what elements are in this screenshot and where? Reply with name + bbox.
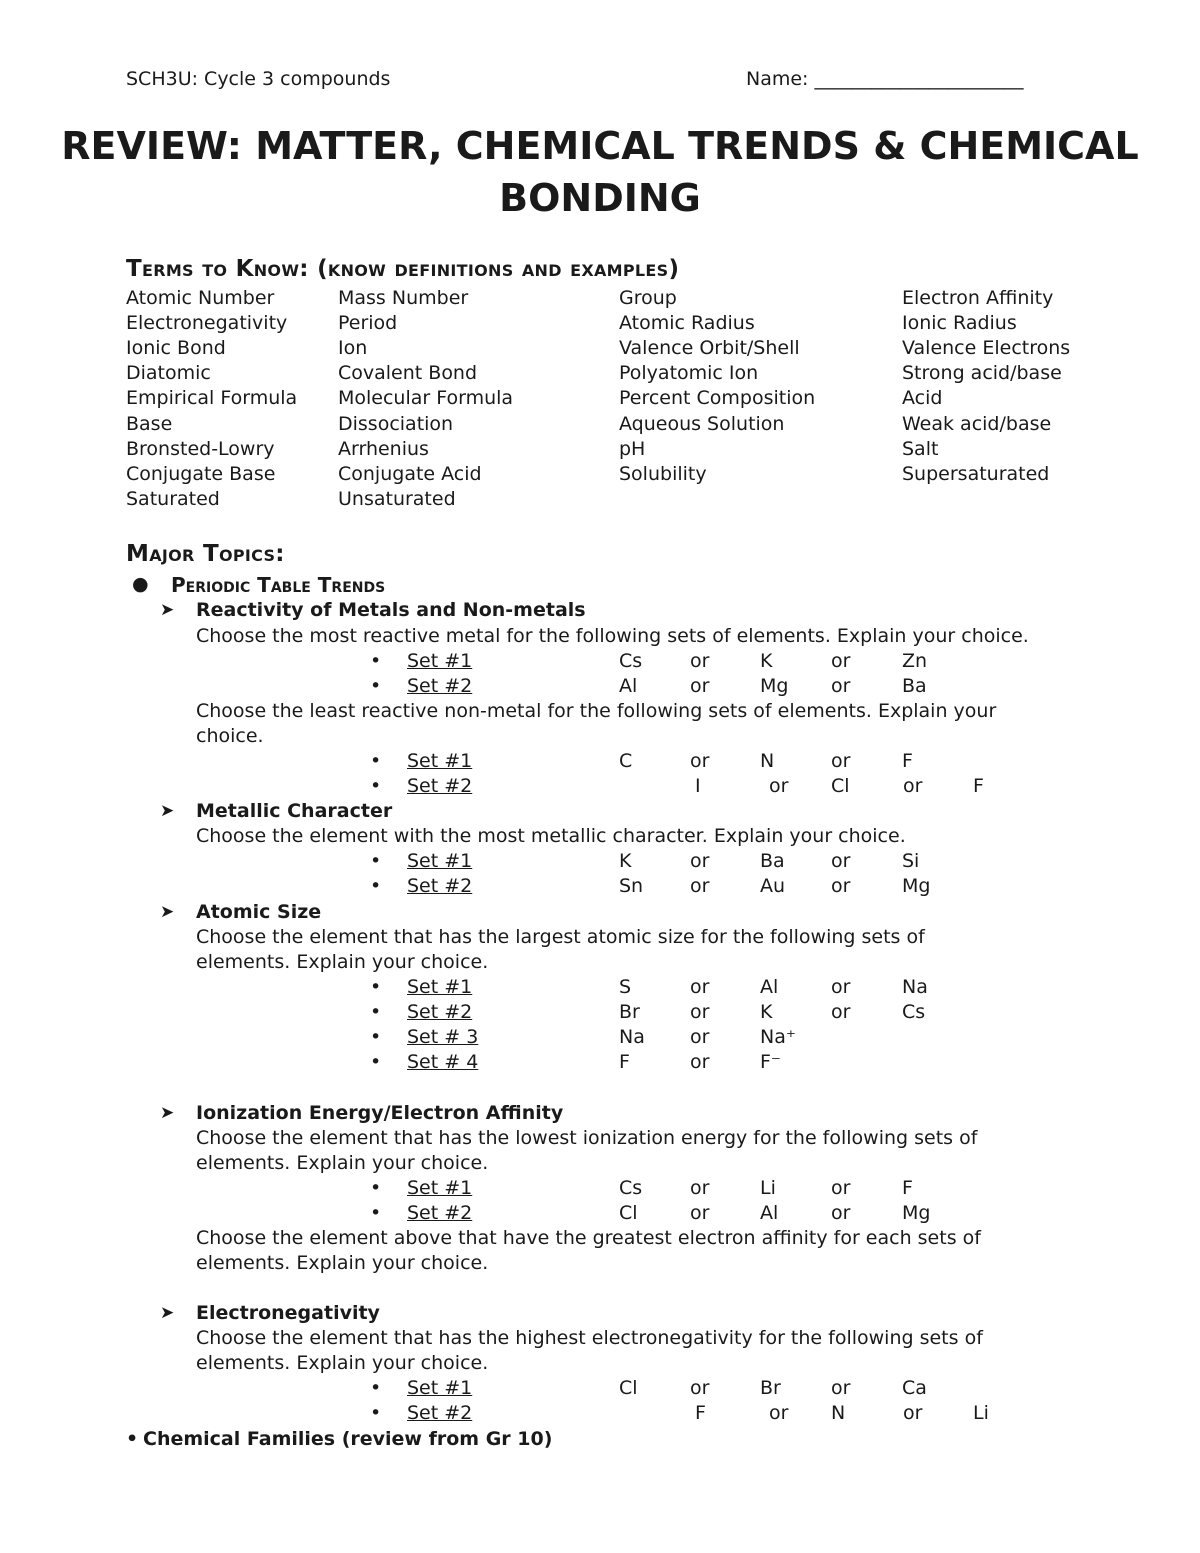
or-word: or [831, 875, 851, 897]
or-word: or [690, 1377, 710, 1399]
set-label: Set #2 [407, 875, 473, 897]
term-item: Bronsted-Lowry [126, 438, 275, 460]
bullet-icon: • [370, 675, 382, 697]
or-word: or [690, 976, 710, 998]
bullet-icon: • [126, 1428, 139, 1450]
bullet-icon: • [370, 1051, 382, 1073]
set-label: Set #1 [407, 976, 473, 998]
metallic-question: Choose the element with the most metallic character. Explain your choice. [196, 825, 906, 847]
element-choice: Br [619, 1001, 640, 1023]
or-word: or [690, 675, 710, 697]
name-field-label: Name: ______________________ [746, 68, 1024, 90]
or-word: or [831, 650, 851, 672]
terms-heading: Terms to Know: (know definitions and examples) [126, 256, 680, 282]
or-word: or [831, 750, 851, 772]
page-title [0, 120, 1200, 224]
set-label: Set # 4 [407, 1051, 479, 1073]
or-word: or [831, 976, 851, 998]
term-item: Solubility [619, 463, 707, 485]
term-item: Salt [902, 438, 939, 460]
element-choice: F [973, 775, 984, 797]
set-label: Set #1 [407, 750, 473, 772]
set-label: Set #2 [407, 1001, 473, 1023]
set-label: Set #1 [407, 1377, 473, 1399]
term-item: Polyatomic Ion [619, 362, 759, 384]
element-choice: Li [973, 1402, 989, 1424]
element-choice: Mg [902, 875, 931, 897]
ionization-question: Choose the element that has the lowest ionization energy for the following sets of [196, 1127, 978, 1149]
bullet-icon: • [370, 1026, 382, 1048]
or-word: or [831, 1001, 851, 1023]
affinity-question-cont: elements. Explain your choice. [196, 1252, 489, 1274]
element-choice: F [902, 1177, 913, 1199]
term-item: Atomic Number [126, 287, 275, 309]
term-item: Ionic Radius [902, 312, 1017, 334]
or-word: or [690, 850, 710, 872]
element-choice: Cs [902, 1001, 926, 1023]
term-item: Ionic Bond [126, 337, 226, 359]
term-item: Valence Orbit/Shell [619, 337, 800, 359]
reactivity-question-2-cont: choice. [196, 725, 264, 747]
term-item: pH [619, 438, 646, 460]
term-item: Valence Electrons [902, 337, 1071, 359]
element-choice: Ba [902, 675, 927, 697]
chemical-families-heading: Chemical Families (review from Gr 10) [143, 1428, 553, 1450]
set-label: Set #2 [407, 675, 473, 697]
atomic-size-heading: Atomic Size [196, 901, 322, 923]
term-item: Ion [338, 337, 368, 359]
reactivity-question-1: Choose the most reactive metal for the following sets of elements. Explain your choice. [196, 625, 1029, 647]
bullet-icon: • [370, 850, 382, 872]
major-topics-heading: Major Topics: [126, 541, 285, 567]
term-item: Base [126, 413, 173, 435]
element-choice: Al [760, 1202, 779, 1224]
title-line-1: REVIEW: MATTER, CHEMICAL TRENDS & CHEMICAL [61, 124, 1139, 168]
or-word: or [831, 1377, 851, 1399]
element-choice: Al [619, 675, 638, 697]
set-label: Set #1 [407, 650, 473, 672]
element-choice: Cs [619, 650, 643, 672]
term-item: Supersaturated [902, 463, 1050, 485]
element-choice: F [695, 1402, 706, 1424]
bullet-icon: • [370, 1202, 382, 1224]
element-choice: Cs [619, 1177, 643, 1199]
arrow-bullet-icon: ➤ [160, 600, 175, 620]
metallic-character-heading: Metallic Character [196, 800, 393, 822]
ionization-question-cont: elements. Explain your choice. [196, 1152, 489, 1174]
element-choice: Al [760, 976, 779, 998]
or-word: or [690, 750, 710, 772]
or-word: or [690, 1001, 710, 1023]
bullet-icon: • [370, 1177, 382, 1199]
set-label: Set #2 [407, 1202, 473, 1224]
or-word: or [769, 775, 789, 797]
element-choice: Cl [831, 775, 850, 797]
set-label: Set #2 [407, 775, 473, 797]
term-item: Mass Number [338, 287, 469, 309]
term-item: Diatomic [126, 362, 211, 384]
term-item: Conjugate Base [126, 463, 276, 485]
or-word: or [831, 1177, 851, 1199]
bullet-icon: • [370, 1377, 382, 1399]
term-item: Electronegativity [126, 312, 288, 334]
atomic-size-question: Choose the element that has the largest atomic size for the following sets of [196, 926, 925, 948]
set-label: Set #2 [407, 1402, 473, 1424]
set-label: Set #1 [407, 1177, 473, 1199]
ionization-heading: Ionization Energy/Electron Affinity [196, 1102, 564, 1124]
term-item: Electron Affinity [902, 287, 1054, 309]
or-word: or [690, 650, 710, 672]
element-choice: Ca [902, 1377, 927, 1399]
electronegativity-question: Choose the element that has the highest electronegativity for the following sets of [196, 1327, 983, 1349]
term-item: Weak acid/base [902, 413, 1052, 435]
term-item: Aqueous Solution [619, 413, 785, 435]
arrow-bullet-icon: ➤ [160, 1303, 175, 1323]
bullet-icon: • [370, 875, 382, 897]
element-choice: C [619, 750, 633, 772]
term-item: Conjugate Acid [338, 463, 482, 485]
element-choice: Mg [760, 675, 789, 697]
element-choice: Au [760, 875, 786, 897]
electronegativity-question-cont: elements. Explain your choice. [196, 1352, 489, 1374]
reactivity-heading: Reactivity of Metals and Non-metals [196, 599, 586, 621]
arrow-bullet-icon: ➤ [160, 801, 175, 821]
element-choice: F [902, 750, 913, 772]
or-word: or [769, 1402, 789, 1424]
term-item: Molecular Formula [338, 387, 514, 409]
or-word: or [903, 775, 923, 797]
element-choice: K [760, 1001, 773, 1023]
bullet-icon: • [370, 976, 382, 998]
affinity-question: Choose the element above that have the greatest electron affinity for each sets of [196, 1227, 981, 1249]
or-word: or [690, 1177, 710, 1199]
element-choice: N [831, 1402, 846, 1424]
element-choice: Br [760, 1377, 781, 1399]
term-item: Strong acid/base [902, 362, 1062, 384]
element-choice: Na [619, 1026, 645, 1048]
term-item: Period [338, 312, 398, 334]
term-item: Atomic Radius [619, 312, 755, 334]
term-item: Percent Composition [619, 387, 816, 409]
bullet-icon: • [370, 1402, 382, 1424]
bullet-icon: • [370, 650, 382, 672]
element-choice: N [760, 750, 775, 772]
element-choice: F [619, 1051, 630, 1073]
set-label: Set #1 [407, 850, 473, 872]
term-item: Group [619, 287, 677, 309]
element-choice: Li [760, 1177, 776, 1199]
arrow-bullet-icon: ➤ [160, 902, 175, 922]
arrow-bullet-icon: ➤ [160, 1103, 175, 1123]
periodic-trends-heading: Periodic Table Trends [171, 573, 386, 597]
or-word: or [831, 1202, 851, 1224]
atomic-size-question-cont: elements. Explain your choice. [196, 951, 489, 973]
course-code: SCH3U: Cycle 3 compounds [126, 68, 391, 90]
bullet-icon: • [370, 1001, 382, 1023]
term-item: Saturated [126, 488, 220, 510]
element-choice: Na⁺ [760, 1026, 796, 1048]
or-word: or [690, 1051, 710, 1073]
set-label: Set # 3 [407, 1026, 479, 1048]
bullet-icon: • [370, 775, 382, 797]
element-choice: S [619, 976, 632, 998]
element-choice: Cl [619, 1377, 638, 1399]
element-choice: K [619, 850, 632, 872]
term-item: Arrhenius [338, 438, 429, 460]
element-choice: Si [902, 850, 920, 872]
term-item: Empirical Formula [126, 387, 298, 409]
or-word: or [903, 1402, 923, 1424]
or-word: or [831, 675, 851, 697]
element-choice: F⁻ [760, 1051, 781, 1073]
element-choice: Na [902, 976, 928, 998]
reactivity-question-2: Choose the least reactive non-metal for the following sets of elements. Explain your [196, 700, 997, 722]
title-line-2: BONDING [499, 176, 701, 220]
or-word: or [831, 850, 851, 872]
term-item: Unsaturated [338, 488, 456, 510]
bullet-icon: ● [132, 573, 149, 595]
or-word: or [690, 1202, 710, 1224]
bullet-icon: • [370, 750, 382, 772]
element-choice: Mg [902, 1202, 931, 1224]
element-choice: Sn [619, 875, 644, 897]
element-choice: I [695, 775, 701, 797]
element-choice: Zn [902, 650, 928, 672]
element-choice: Cl [619, 1202, 638, 1224]
electronegativity-heading: Electronegativity [196, 1302, 380, 1324]
term-item: Acid [902, 387, 943, 409]
term-item: Dissociation [338, 413, 454, 435]
or-word: or [690, 1026, 710, 1048]
or-word: or [690, 875, 710, 897]
element-choice: K [760, 650, 773, 672]
element-choice: Ba [760, 850, 785, 872]
term-item: Covalent Bond [338, 362, 478, 384]
